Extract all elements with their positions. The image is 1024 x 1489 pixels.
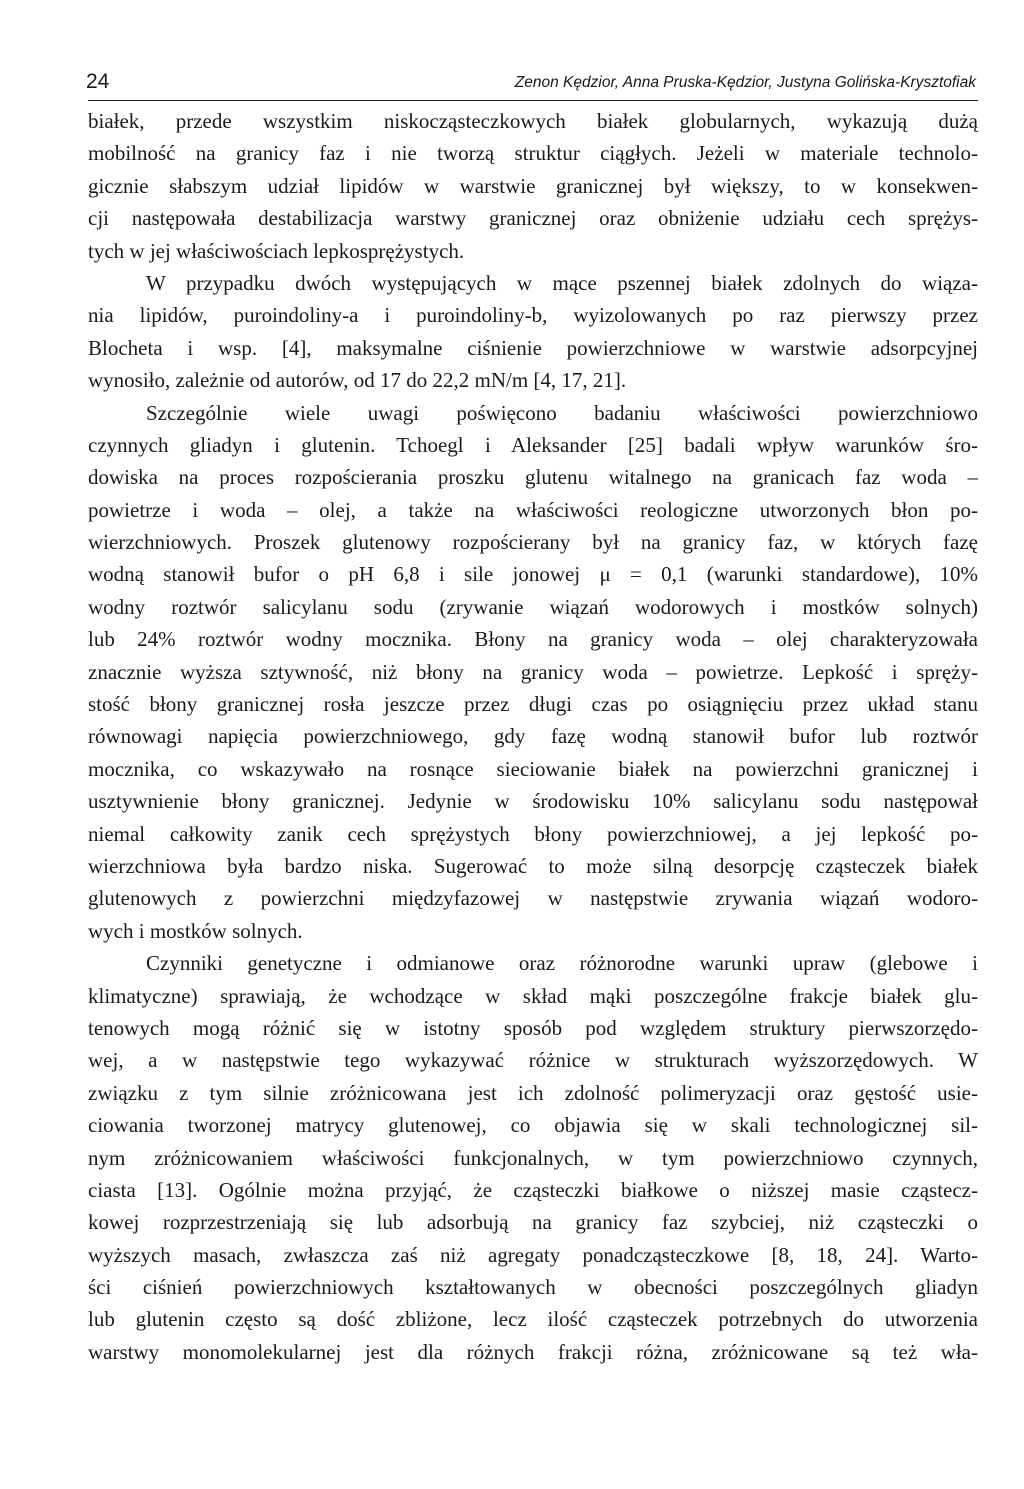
text-line: mocznika, co wskazywało na rosnące sieciowanie białek na powierzchni granicznej i xyxy=(88,756,978,781)
text-line: lub 24% roztwór wodny mocznika. Błony na granicy woda – olej charakteryzowała xyxy=(88,627,978,652)
paragraph-first-line: W przypadku dwóch występujących w mące pszennej białek zdolnych do wiąza- xyxy=(146,270,978,295)
text-line: tenowych mogą różnić się w istotny sposób pod względem struktury pierwszorzędo- xyxy=(88,1015,978,1040)
text-line: dowiska na proces rozpościerania proszku glutenu witalnego na granicach faz woda – xyxy=(88,465,978,490)
text-line: związku z tym silnie zróżnicowana jest ich zdolność polimeryzacji oraz gęstość usie- xyxy=(88,1080,978,1105)
text-line: ści ciśnień powierzchniowych kształtowanych w obecności poszczególnych gliadyn xyxy=(88,1275,978,1300)
page-number: 24 xyxy=(86,70,110,93)
body-text xyxy=(88,105,978,1368)
paragraph-first-line: Szczególnie wiele uwagi poświęcono badaniu właściwości powierzchniowo xyxy=(146,400,978,425)
text-line: wierzchniowych. Proszek glutenowy rozpościerany był na granicy faz, w których fazę xyxy=(88,530,978,555)
text-line: wych i mostków solnych. xyxy=(88,918,303,943)
text-line: białek, przede wszystkim niskocząsteczkowych białek globularnych, wykazują dużą xyxy=(88,109,978,133)
text-line: wyższych masach, zwłaszcza zaś niż agregaty ponadcząsteczkowe [8, 18, 24]. Warto- xyxy=(88,1242,978,1267)
text-line: gicznie słabszym udział lipidów w warstwie granicznej był większy, to w konsekwen- xyxy=(88,173,978,198)
paragraph-first-line: Czynniki genetyczne i odmianowe oraz różnorodne warunki upraw (glebowe i xyxy=(146,951,978,976)
running-head-authors: Zenon Kędzior, Anna Pruska-Kędzior, Justyna Golińska-Krysztofiak xyxy=(514,74,976,91)
text-line: znacznie wyższa sztywność, niż błony na granicy woda – powietrze. Lepkość i spręży- xyxy=(88,659,978,684)
text-line: warstwy monomolekularnej jest dla różnych frakcji różna, zróżnicowane są też wła- xyxy=(88,1339,978,1364)
text-line: stość błony granicznej rosła jeszcze przez długi czas po osiągnięciu przez układ stanu xyxy=(88,692,978,717)
text-line: wynosiło, zależnie od autorów, od 17 do 22,2 mN/m [4, 17, 21]. xyxy=(88,368,627,393)
text-line: Blocheta i wsp. [4], maksymalne ciśnienie powierzchniowe w warstwie adsorpcyjnej xyxy=(88,335,978,360)
text-line: ciowania tworzonej matrycy glutenowej, co objawia się w skali technologicznej sil- xyxy=(88,1113,978,1138)
text-line: klimatyczne) sprawiają, że wchodzące w skład mąki poszczególne frakcje białek glu- xyxy=(88,983,978,1008)
text-line: ciasta [13]. Ogólnie można przyjąć, że cząsteczki białkowe o niższej masie cząstecz- xyxy=(88,1177,978,1202)
text-line: wodny roztwór salicylanu sodu (zrywanie wiązań wodorowych i mostków solnych) xyxy=(88,594,978,619)
text-line: powietrze i woda – olej, a także na właściwości reologiczne utworzonych błon po- xyxy=(88,497,978,522)
text-line: usztywnienie błony granicznej. Jedynie w środowisku 10% salicylanu sodu następował xyxy=(88,789,978,814)
text-line: wierzchniowa była bardzo niska. Sugerować to może silną desorpcję cząsteczek białek xyxy=(88,853,978,878)
text-line: glutenowych z powierzchni międzyfazowej w następstwie zrywania wiązań wodoro- xyxy=(88,886,978,911)
text-line: równowagi napięcia powierzchniowego, gdy fazę wodną stanowił bufor lub roztwór xyxy=(88,724,978,749)
text-line: nym zróżnicowaniem właściwości funkcjonalnych, w tym powierzchniowo czynnych, xyxy=(88,1145,978,1170)
text-line: niemal całkowity zanik cech sprężystych błony powierzchniowej, a jej lepkość po- xyxy=(88,821,978,846)
text-line: lub glutenin często są dość zbliżone, lecz ilość cząsteczek potrzebnych do utworzenia xyxy=(88,1307,978,1332)
text-line: wej, a w następstwie tego wykazywać różnice w strukturach wyższorzędowych. W xyxy=(88,1048,978,1073)
text-line: kowej rozprzestrzeniają się lub adsorbują na granicy faz szybciej, niż cząsteczki o xyxy=(88,1210,978,1235)
text-line: mobilność na granicy faz i nie tworzą struktur ciągłych. Jeżeli w materiale technolo- xyxy=(88,141,978,166)
page-header xyxy=(88,66,978,101)
text-line: czynnych gliadyn i glutenin. Tchoegl i Aleksander [25] badali wpływ warunków śro- xyxy=(88,432,978,457)
text-line: cji następowała destabilizacja warstwy granicznej oraz obniżenie udziału cech sprężys- xyxy=(88,206,978,231)
text-line: tych w jej właściwościach lepkosprężystych. xyxy=(88,238,465,263)
document-page xyxy=(88,66,978,1368)
text-line: nia lipidów, puroindoliny-a i puroindoliny-b, wyizolowanych po raz pierwszy przez xyxy=(88,303,978,328)
text-line: wodną stanowił bufor o pH 6,8 i sile jonowej μ = 0,1 (warunki standardowe), 10% xyxy=(88,562,978,587)
